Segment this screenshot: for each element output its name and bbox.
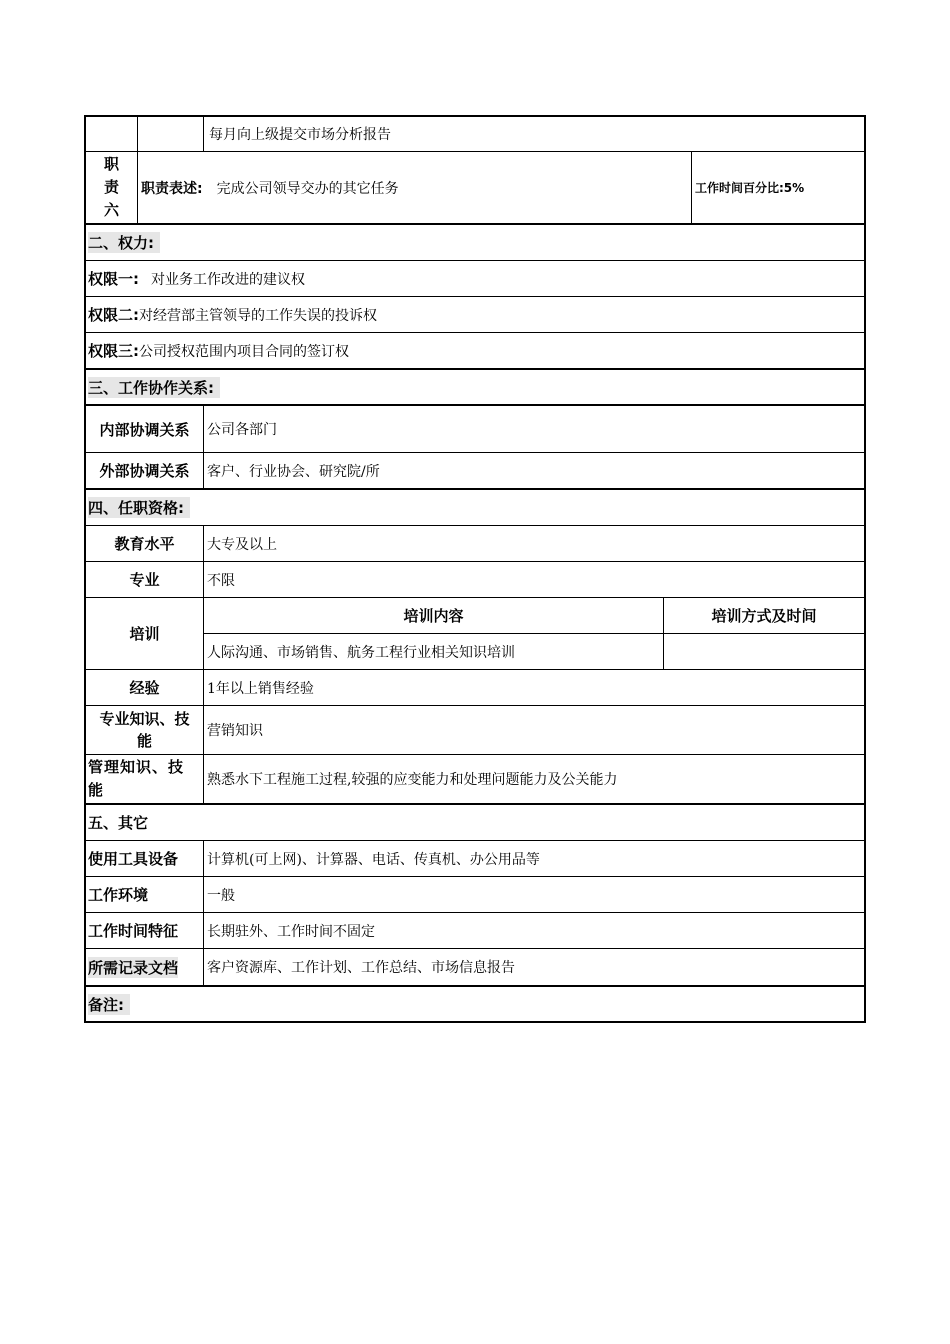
duty6-desc-label: 职责表述: (141, 180, 203, 197)
docs-label: 所需记录文档 (88, 958, 179, 977)
work-time-label: 工作时间特征 (88, 922, 179, 940)
mgmt-knowledge-value: 熟悉水下工程施工过程,较强的应变能力和处理问题能力及公关能力 (203, 755, 864, 803)
duty6-desc-cell (137, 152, 691, 223)
env-value: 一般 (203, 877, 864, 912)
authority-3-cell (88, 333, 864, 368)
training-grid (203, 598, 864, 669)
duty-prev-blank-cell (137, 117, 203, 151)
external-coord-label: 外部协调关系 (99, 462, 190, 480)
section2-header-row (84, 225, 866, 261)
section2-title-cell (88, 225, 864, 260)
tools-label: 使用工具设备 (88, 850, 179, 868)
section3-title-cell (88, 370, 864, 404)
remarks-title: 备注: (88, 994, 130, 1015)
section2-title: 二、权力: (88, 232, 160, 253)
training-label: 培训 (129, 625, 160, 643)
prof-knowledge-label (86, 706, 203, 754)
duty6-label-char: 责 (103, 178, 119, 196)
tools-value: 计算机(可上网)、计算器、电话、传真机、办公用品等 (203, 841, 864, 876)
major-label: 专业 (129, 571, 160, 589)
experience-label: 经验 (129, 679, 160, 697)
section3-header-row (84, 370, 866, 406)
duty-prev-text: 每月向上级提交市场分析报告 (203, 117, 864, 151)
major-value: 不限 (203, 562, 864, 597)
training-method-header: 培训方式及时间 (663, 598, 864, 634)
training-row (84, 598, 866, 670)
experience-row (84, 670, 866, 706)
authority-2-cell (88, 297, 864, 332)
prof-knowledge-label-line: 能 (136, 732, 152, 750)
section3-title: 三、工作协作关系: (88, 377, 220, 398)
authority-row-1 (84, 261, 866, 297)
authority-2-text: 对经营部主管领导的工作失误的投诉权 (139, 307, 377, 324)
authority-row-3 (84, 333, 866, 370)
external-coord-row (84, 453, 866, 490)
duty6-label-char: 六 (103, 201, 119, 219)
docs-value: 客户资源库、工作计划、工作总结、市场信息报告 (203, 949, 864, 985)
env-label: 工作环境 (88, 886, 149, 904)
authority-1-cell (88, 261, 864, 296)
work-time-value: 长期驻外、工作时间不固定 (203, 913, 864, 948)
major-row (84, 562, 866, 598)
education-row (84, 526, 866, 562)
remarks-row (84, 987, 866, 1023)
duty6-label (86, 152, 137, 223)
duty6-label-char: 职 (103, 155, 119, 173)
work-time-row (84, 913, 866, 949)
external-coord-value: 客户、行业协会、研究院/所 (203, 453, 864, 488)
internal-coord-row (84, 406, 866, 453)
authority-3-label: 权限三: (88, 342, 139, 360)
prof-knowledge-row (84, 706, 866, 755)
section4-title-cell (88, 490, 864, 525)
duty-prev-label-cell (86, 117, 137, 151)
authority-1-label: 权限一: (88, 270, 139, 288)
mgmt-knowledge-label-line: 管理知识、技 (88, 758, 185, 776)
duty6-row (84, 152, 866, 225)
prof-knowledge-value: 营销知识 (203, 706, 864, 754)
mgmt-knowledge-label (88, 755, 203, 803)
section5-title-cell (88, 805, 864, 840)
docs-row (84, 949, 866, 987)
prof-knowledge-label-line: 专业知识、技 (99, 710, 190, 728)
env-row (84, 877, 866, 913)
section4-header-row (84, 490, 866, 526)
section5-header-row (84, 805, 866, 841)
section4-title: 四、任职资格: (88, 497, 190, 518)
experience-value: 1年以上销售经验 (203, 670, 864, 705)
authority-2-label: 权限二: (88, 306, 139, 324)
internal-coord-label: 内部协调关系 (99, 420, 190, 439)
section5-title: 五、其它 (88, 814, 149, 832)
mgmt-knowledge-row (84, 755, 866, 805)
authority-row-2 (84, 297, 866, 333)
training-content-value: 人际沟通、市场销售、航务工程行业相关知识培训 (207, 644, 515, 661)
docs-label-cell (88, 949, 203, 985)
duty-prev-row (84, 115, 866, 152)
authority-1-text: 对业务工作改进的建议权 (151, 271, 305, 288)
duty6-time-pct: 工作时间百分比:5% (691, 152, 864, 223)
training-method-value (663, 634, 864, 669)
remarks-title-cell (88, 987, 864, 1021)
education-label: 教育水平 (114, 535, 175, 553)
tools-row (84, 841, 866, 877)
internal-coord-value: 公司各部门 (203, 406, 864, 452)
training-content-header: 培训内容 (204, 598, 663, 634)
mgmt-knowledge-label-line: 能 (88, 781, 105, 799)
duty6-desc-text: 完成公司领导交办的其它任务 (216, 180, 399, 197)
education-value: 大专及以上 (203, 526, 864, 561)
authority-3-text: 公司授权范围内项目合同的签订权 (139, 343, 349, 360)
